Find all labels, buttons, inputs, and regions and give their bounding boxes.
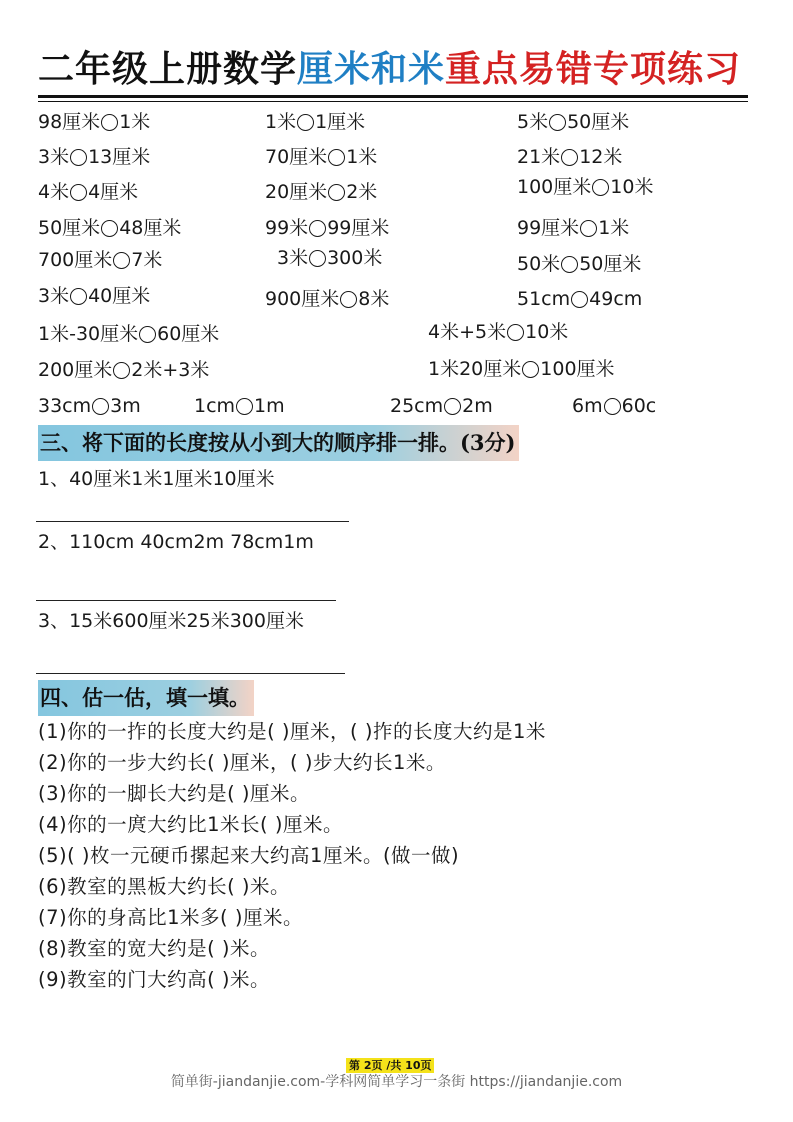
estimate-item-3: (3)你的一脚长大约是( )厘米。 — [38, 782, 311, 805]
estimate-item-7: (7)你的身高比1米多( )厘米。 — [38, 906, 303, 929]
compare-circle[interactable] — [592, 179, 609, 196]
compare-item: 50厘米 48厘米 — [38, 217, 182, 239]
compare-item: 25cm 2m — [390, 395, 493, 417]
compare-item: 99米 99厘米 — [265, 217, 390, 239]
compare-item: 50米 50厘米 — [517, 253, 642, 275]
compare-circle[interactable] — [101, 220, 118, 237]
estimate-item-9: (9)教室的门大约高( )米。 — [38, 968, 271, 991]
compare-circle[interactable] — [328, 149, 345, 166]
answer-line-2[interactable] — [36, 600, 336, 601]
compare-circle[interactable] — [92, 398, 109, 415]
answer-line-3[interactable] — [36, 673, 345, 674]
compare-item: 3米 40厘米 — [38, 285, 151, 307]
compare-circle[interactable] — [70, 149, 87, 166]
compare-circle[interactable] — [113, 252, 130, 269]
compare-circle[interactable] — [522, 361, 539, 378]
compare-item: 3米 300米 — [277, 247, 383, 269]
compare-item: 51cm 49cm — [517, 288, 643, 310]
compare-circle[interactable] — [507, 324, 524, 341]
compare-circle[interactable] — [70, 288, 87, 305]
page-title — [38, 46, 741, 92]
estimate-item-8: (8)教室的宽大约是( )米。 — [38, 937, 271, 960]
compare-item: 1米-30厘米 60厘米 — [38, 323, 220, 345]
compare-item: 33cm 3m — [38, 395, 141, 417]
compare-item: 100厘米 10米 — [517, 176, 654, 198]
title-part-focus: 重点易错专项练习 — [445, 48, 742, 90]
compare-item: 1米20厘米 100厘米 — [428, 358, 615, 380]
compare-item: 900厘米 8米 — [265, 288, 390, 310]
compare-item: 6m 60c — [572, 395, 657, 417]
compare-circle[interactable] — [561, 149, 578, 166]
compare-circle[interactable] — [561, 256, 578, 273]
compare-circle[interactable] — [113, 362, 130, 379]
compare-circle[interactable] — [297, 114, 314, 131]
compare-item: 4米+5米 10米 — [428, 321, 569, 343]
title-rule-thin — [38, 101, 748, 102]
compare-circle[interactable] — [328, 184, 345, 201]
title-part-topic: 厘米和米 — [297, 48, 446, 90]
compare-item: 1cm 1m — [194, 395, 285, 417]
compare-item: 4米 4厘米 — [38, 181, 139, 203]
compare-item: 99厘米 1米 — [517, 217, 630, 239]
estimate-item-1: (1)你的一拃的长度大约是( )厘米，( )拃的长度大约是1米 — [38, 720, 546, 743]
estimate-item-4: (4)你的一庹大约比1米长( )厘米。 — [38, 813, 343, 836]
compare-item: 5米 50厘米 — [517, 111, 630, 133]
compare-circle[interactable] — [444, 398, 461, 415]
ordering-question-3: 3、15米600厘米25米300厘米 — [38, 610, 304, 632]
estimate-item-2: (2)你的一步大约长( )厘米，( )步大约长1米。 — [38, 751, 446, 774]
compare-circle[interactable] — [580, 220, 597, 237]
page-number-badge: 第 2页 /共 10页 — [346, 1058, 434, 1073]
compare-circle[interactable] — [101, 114, 118, 131]
compare-circle[interactable] — [549, 114, 566, 131]
compare-circle[interactable] — [309, 250, 326, 267]
compare-circle[interactable] — [236, 398, 253, 415]
compare-item: 3米 13厘米 — [38, 146, 151, 168]
compare-item: 1米 1厘米 — [265, 111, 366, 133]
estimate-item-6: (6)教室的黑板大约长( )米。 — [38, 875, 291, 898]
compare-circle[interactable] — [70, 184, 87, 201]
footer-source: 简单街-jiandanjie.com-学科网简单学习一条街 https://jiandanjie.com — [170, 1074, 623, 1090]
ordering-question-2: 2、110cm 40cm2m 78cm1m — [38, 531, 314, 553]
compare-circle[interactable] — [604, 398, 621, 415]
section-4-heading: 四、估一估，填一填。 — [38, 680, 254, 716]
compare-item: 21米 12米 — [517, 146, 623, 168]
compare-circle[interactable] — [571, 291, 588, 308]
answer-line-1[interactable] — [36, 521, 349, 522]
compare-item: 20厘米 2米 — [265, 181, 378, 203]
section-3-heading: 三、将下面的长度按从小到大的顺序排一排。(3分) — [38, 425, 519, 461]
compare-item: 700厘米 7米 — [38, 249, 163, 271]
title-part-grade: 二年级上册数学 — [38, 48, 298, 90]
compare-circle[interactable] — [309, 220, 326, 237]
ordering-question-1: 1、40厘米1米1厘米10厘米 — [38, 468, 275, 490]
compare-item: 98厘米 1米 — [38, 111, 151, 133]
estimate-item-5: (5)( )枚一元硬币摞起来大约高1厘米。(做一做) — [38, 844, 460, 867]
compare-item: 200厘米 2米+3米 — [38, 359, 210, 381]
compare-item: 70厘米 1米 — [265, 146, 378, 168]
compare-circle[interactable] — [340, 291, 357, 308]
title-rule-thick — [38, 95, 748, 98]
compare-circle[interactable] — [139, 326, 156, 343]
